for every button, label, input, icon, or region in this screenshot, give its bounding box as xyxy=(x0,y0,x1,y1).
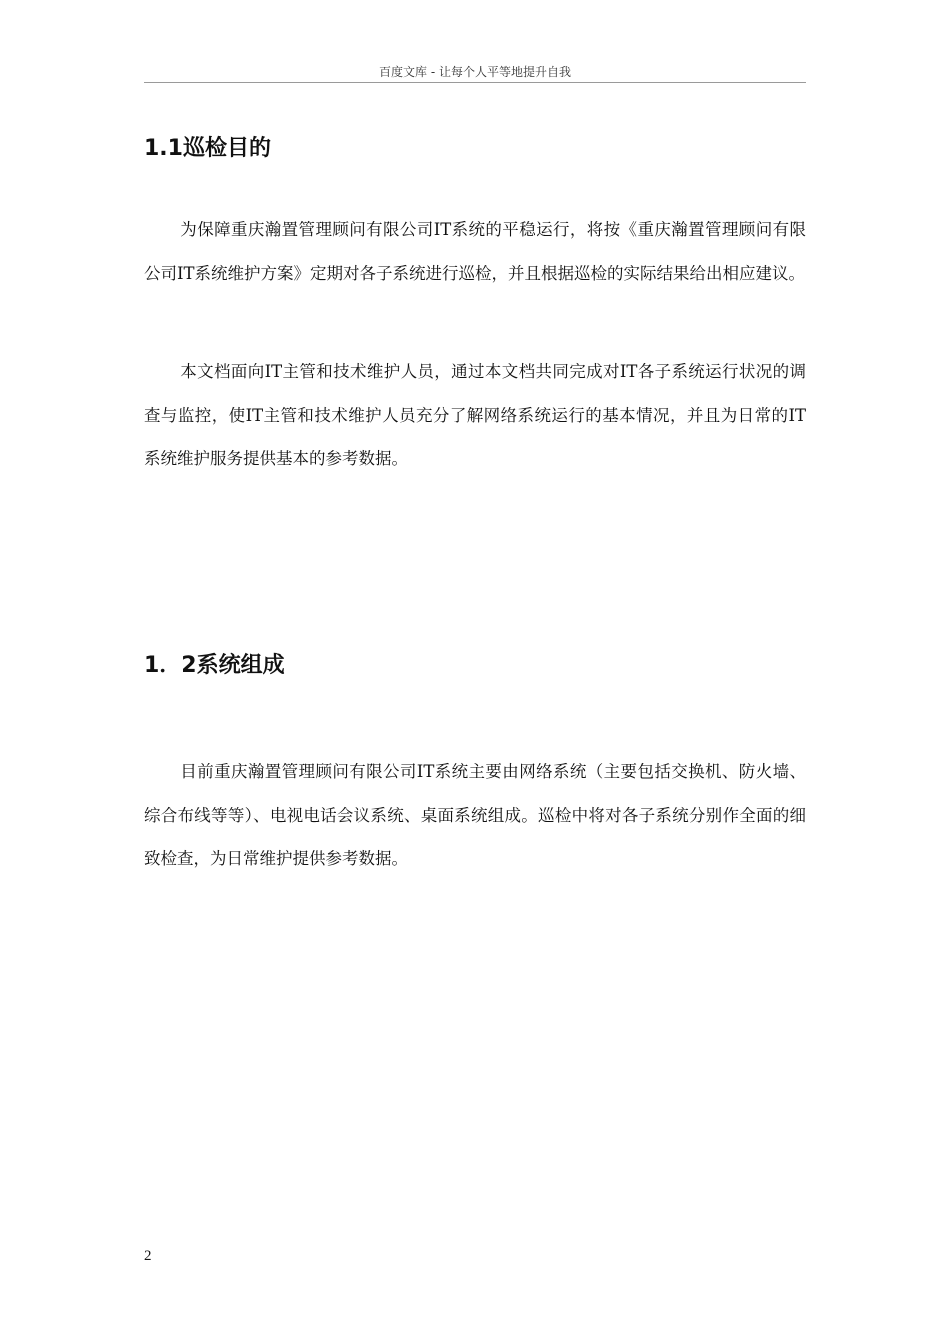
page-header xyxy=(144,64,806,83)
section-heading-system-composition: 1．2系统组成 xyxy=(144,653,285,678)
paragraph-system-composition: 目前重庆瀚置管理顾问有限公司IT系统主要由网络系统（主要包括交换机、防火墙、综合布线等等）、电视电话会议系统、桌面系统组成。巡检中将对各子系统分别作全面的细致检查，为日常维护提供参考数据。 xyxy=(144,762,806,868)
paragraph-document-audience: 本文档面向IT主管和技术维护人员，通过本文档共同完成对IT各子系统运行状况的调查与监控，使IT主管和技术维护人员充分了解网络系统运行的基本情况，并且为日常的IT系统维护服务提供基本的参考数据。 xyxy=(144,362,806,468)
paragraph-inspection-purpose: 为保障重庆瀚置管理顾问有限公司IT系统的平稳运行，将按《重庆瀚置管理顾问有限公司IT系统维护方案》定期对各子系统进行巡检，并且根据巡检的实际结果给出相应建议。 xyxy=(144,220,806,283)
page-number: 2 xyxy=(144,1248,152,1264)
section-heading-inspection-purpose: 1.1巡检目的 xyxy=(144,136,271,161)
header-text: 百度文库 - 让每个人平等地提升自我 xyxy=(379,65,571,79)
